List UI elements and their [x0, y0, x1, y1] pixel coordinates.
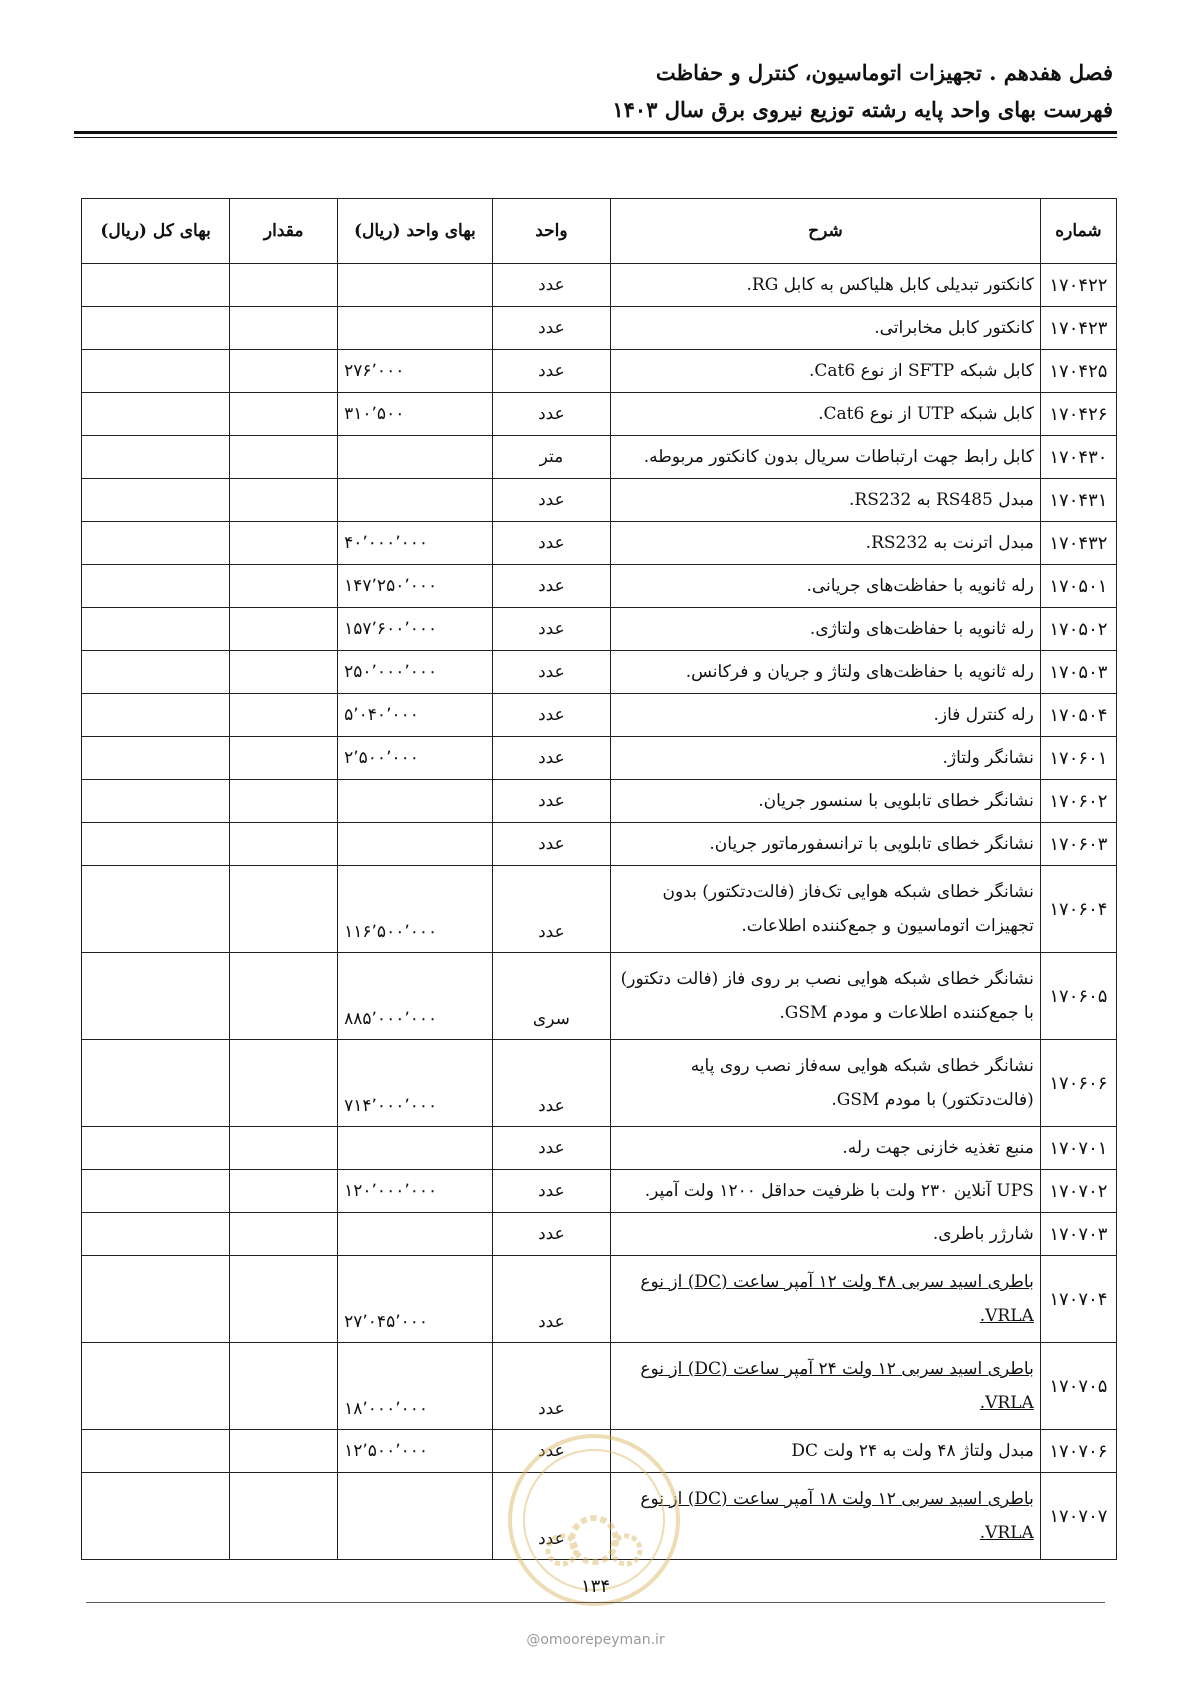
row-quantity [230, 307, 338, 350]
row-description: کابل رابط جهت ارتباطات سریال بدون کانکتور مربوطه. [611, 436, 1041, 479]
row-unit: عدد [492, 694, 611, 737]
row-code: ۱۷۰۴۳۲ [1040, 522, 1116, 565]
row-code: ۱۷۰۷۰۱ [1040, 1127, 1116, 1170]
row-total-price [82, 1213, 230, 1256]
row-code: ۱۷۰۵۰۳ [1040, 651, 1116, 694]
row-unit-price [338, 1127, 493, 1170]
header-unit: واحد [492, 199, 611, 264]
row-quantity [230, 737, 338, 780]
row-unit: عدد [492, 737, 611, 780]
row-total-price [82, 307, 230, 350]
table-row [82, 350, 1117, 393]
row-unit-price: ۵٬۰۴۰٬۰۰۰ [338, 694, 493, 737]
row-unit-price: ۲۷۶٬۰۰۰ [338, 350, 493, 393]
row-total-price [82, 1473, 230, 1560]
row-unit: عدد [492, 264, 611, 307]
row-unit-price: ۷۱۴٬۰۰۰٬۰۰۰ [338, 1040, 493, 1127]
footer-rule [86, 1602, 1105, 1603]
row-total-price [82, 264, 230, 307]
row-unit: عدد [492, 1213, 611, 1256]
header-rule-thick [74, 131, 1117, 134]
row-unit: عدد [492, 1343, 611, 1430]
row-unit-price: ۱۱۶٬۵۰۰٬۰۰۰ [338, 866, 493, 953]
row-unit-price: ۲۵۰٬۰۰۰٬۰۰۰ [338, 651, 493, 694]
row-quantity [230, 651, 338, 694]
row-unit-price [338, 823, 493, 866]
row-unit: عدد [492, 393, 611, 436]
chapter-title: فصل هفدهم . تجهیزات اتوماسیون، کنترل و حفاظت [655, 60, 1113, 85]
row-code: ۱۷۰۴۳۱ [1040, 479, 1116, 522]
row-total-price [82, 953, 230, 1040]
table-row [82, 1170, 1117, 1213]
row-unit-price: ۴۰٬۰۰۰٬۰۰۰ [338, 522, 493, 565]
row-total-price [82, 479, 230, 522]
table-row [82, 780, 1117, 823]
page-header [73, 58, 1113, 126]
row-quantity [230, 1170, 338, 1213]
row-total-price [82, 1040, 230, 1127]
table-row [82, 737, 1117, 780]
row-unit-price: ۱۲٬۵۰۰٬۰۰۰ [338, 1430, 493, 1473]
row-total-price [82, 780, 230, 823]
table-row [82, 1127, 1117, 1170]
row-unit-price: ۲۷٬۰۴۵٬۰۰۰ [338, 1256, 493, 1343]
row-quantity [230, 264, 338, 307]
row-code: ۱۷۰۷۰۷ [1040, 1473, 1116, 1560]
row-description: مبدل RS485 به RS232. [611, 479, 1041, 522]
row-unit: عدد [492, 479, 611, 522]
row-unit: متر [492, 436, 611, 479]
row-code: ۱۷۰۵۰۲ [1040, 608, 1116, 651]
table-row [82, 393, 1117, 436]
row-unit: عدد [492, 823, 611, 866]
row-description: مبدل اترنت به RS232. [611, 522, 1041, 565]
row-total-price [82, 651, 230, 694]
row-unit: عدد [492, 1256, 611, 1343]
row-description: کابل شبکه SFTP از نوع Cat6. [611, 350, 1041, 393]
row-unit: عدد [492, 608, 611, 651]
table-row [82, 436, 1117, 479]
row-description: رله ثانویه با حفاظت‌های ولتاژی. [611, 608, 1041, 651]
row-quantity [230, 1473, 338, 1560]
table-row [82, 866, 1117, 953]
row-quantity [230, 1040, 338, 1127]
row-unit: عدد [492, 1170, 611, 1213]
row-code: ۱۷۰۶۰۲ [1040, 780, 1116, 823]
row-code: ۱۷۰۷۰۲ [1040, 1170, 1116, 1213]
row-code: ۱۷۰۴۳۰ [1040, 436, 1116, 479]
row-description: کابل شبکه UTP از نوع Cat6. [611, 393, 1041, 436]
row-unit: عدد [492, 522, 611, 565]
row-code: ۱۷۰۶۰۱ [1040, 737, 1116, 780]
row-unit: عدد [492, 1430, 611, 1473]
row-description: نشانگر خطای شبکه هوایی نصب بر روی فاز (فالت دتکتور) با جمع‌کننده اطلاعات و مودم GSM. [611, 953, 1041, 1040]
row-unit: عدد [492, 780, 611, 823]
header-description: شرح [611, 199, 1041, 264]
row-quantity [230, 522, 338, 565]
row-unit: عدد [492, 565, 611, 608]
row-description: شارژر باطری. [611, 1213, 1041, 1256]
row-code: ۱۷۰۷۰۳ [1040, 1213, 1116, 1256]
row-quantity [230, 1343, 338, 1430]
row-unit-price [338, 1213, 493, 1256]
row-quantity [230, 823, 338, 866]
row-code: ۱۷۰۷۰۵ [1040, 1343, 1116, 1430]
row-code: ۱۷۰۶۰۵ [1040, 953, 1116, 1040]
row-total-price [82, 1430, 230, 1473]
row-total-price [82, 522, 230, 565]
row-description: رله ثانویه با حفاظت‌های ولتاژ و جریان و فرکانس. [611, 651, 1041, 694]
row-description: نشانگر خطای شبکه هوایی تک‌فاز (فالت‌دتکتور) بدون تجهیزات اتوماسیون و جمع‌کننده اطلاعات. [611, 866, 1041, 953]
row-quantity [230, 1213, 338, 1256]
row-code: ۱۷۰۵۰۴ [1040, 694, 1116, 737]
document-subtitle: فهرست بهای واحد پایه رشته توزیع نیروی برق سال ۱۴۰۳ [612, 97, 1113, 122]
row-total-price [82, 1343, 230, 1430]
row-description: رله کنترل فاز. [611, 694, 1041, 737]
row-description: نشانگر خطای تابلویی با سنسور جریان. [611, 780, 1041, 823]
row-unit: عدد [492, 1040, 611, 1127]
table-row [82, 479, 1117, 522]
table-header-row [82, 199, 1117, 264]
row-quantity [230, 780, 338, 823]
table-row [82, 1040, 1117, 1127]
row-total-price [82, 1256, 230, 1343]
row-description: باطری اسید سربی ۴۸ ولت ۱۲ آمپر ساعت (DC) از نوع VRLA. [611, 1256, 1041, 1343]
table-row [82, 307, 1117, 350]
row-quantity [230, 479, 338, 522]
row-unit: عدد [492, 350, 611, 393]
table-row [82, 953, 1117, 1040]
row-code: ۱۷۰۷۰۴ [1040, 1256, 1116, 1343]
row-description: نشانگر خطای تابلویی با ترانسفورماتور جریان. [611, 823, 1041, 866]
row-description: نشانگر ولتاژ. [611, 737, 1041, 780]
row-code: ۱۷۰۴۲۲ [1040, 264, 1116, 307]
row-quantity [230, 1127, 338, 1170]
row-quantity [230, 694, 338, 737]
row-unit-price: ۲٬۵۰۰٬۰۰۰ [338, 737, 493, 780]
row-unit-price: ۱۵۷٬۶۰۰٬۰۰۰ [338, 608, 493, 651]
row-quantity [230, 1256, 338, 1343]
table-row [82, 565, 1117, 608]
row-unit-price: ۱۸٬۰۰۰٬۰۰۰ [338, 1343, 493, 1430]
row-quantity [230, 1430, 338, 1473]
row-code: ۱۷۰۴۲۶ [1040, 393, 1116, 436]
row-code: ۱۷۰۷۰۶ [1040, 1430, 1116, 1473]
row-description: منبع تغذیه خازنی جهت رله. [611, 1127, 1041, 1170]
row-quantity [230, 953, 338, 1040]
row-unit-price: ۳۱۰٬۵۰۰ [338, 393, 493, 436]
header-total-price: بهای کل (ریال) [82, 199, 230, 264]
table-row [82, 264, 1117, 307]
row-description: مبدل ولتاژ ۴۸ ولت به ۲۴ ولت DC [611, 1430, 1041, 1473]
row-code: ۱۷۰۴۲۵ [1040, 350, 1116, 393]
row-quantity [230, 350, 338, 393]
table-row [82, 823, 1117, 866]
price-table [81, 198, 1117, 1560]
row-unit: عدد [492, 1473, 611, 1560]
header-unit-price: بهای واحد (ریال) [338, 199, 493, 264]
row-total-price [82, 393, 230, 436]
table-row [82, 1256, 1117, 1343]
header-code: شماره [1040, 199, 1116, 264]
header-quantity: مقدار [230, 199, 338, 264]
row-quantity [230, 436, 338, 479]
row-code: ۱۷۰۶۰۶ [1040, 1040, 1116, 1127]
row-total-price [82, 694, 230, 737]
table-row [82, 694, 1117, 737]
row-code: ۱۷۰۶۰۳ [1040, 823, 1116, 866]
row-unit: عدد [492, 307, 611, 350]
row-description: رله ثانویه با حفاظت‌های جریانی. [611, 565, 1041, 608]
row-unit: عدد [492, 651, 611, 694]
header-rule-thin [74, 137, 1117, 138]
row-unit-price [338, 780, 493, 823]
row-total-price [82, 1170, 230, 1213]
row-quantity [230, 608, 338, 651]
row-description: باطری اسید سربی ۱۲ ولت ۱۸ آمپر ساعت (DC) از نوع VRLA. [611, 1473, 1041, 1560]
row-quantity [230, 565, 338, 608]
table-row [82, 1213, 1117, 1256]
row-code: ۱۷۰۴۲۳ [1040, 307, 1116, 350]
row-total-price [82, 823, 230, 866]
row-description: کانکتور تبدیلی کابل هلیاکس به کابل RG. [611, 264, 1041, 307]
row-unit: عدد [492, 1127, 611, 1170]
row-unit-price: ۱۲۰٬۰۰۰٬۰۰۰ [338, 1170, 493, 1213]
page-number: ۱۳۴ [580, 1576, 610, 1597]
row-total-price [82, 608, 230, 651]
row-total-price [82, 737, 230, 780]
row-description: کانکتور کابل مخابراتی. [611, 307, 1041, 350]
table-row [82, 522, 1117, 565]
row-unit-price [338, 1473, 493, 1560]
row-quantity [230, 393, 338, 436]
row-unit: سری [492, 953, 611, 1040]
website-watermark: @omoorepeyman.ir [526, 1632, 665, 1648]
row-description: نشانگر خطای شبکه هوایی سه‌فاز نصب روی پایه (فالت‌دتکتور) با مودم GSM. [611, 1040, 1041, 1127]
row-code: ۱۷۰۶۰۴ [1040, 866, 1116, 953]
row-unit-price [338, 264, 493, 307]
table-row [82, 608, 1117, 651]
row-unit-price: ۸۸۵٬۰۰۰٬۰۰۰ [338, 953, 493, 1040]
row-total-price [82, 1127, 230, 1170]
row-unit-price [338, 436, 493, 479]
row-quantity [230, 866, 338, 953]
row-total-price [82, 866, 230, 953]
row-description: UPS آنلاین ۲۳۰ ولت با ظرفیت حداقل ۱۲۰۰ ولت آمپر. [611, 1170, 1041, 1213]
row-unit-price: ۱۴۷٬۲۵۰٬۰۰۰ [338, 565, 493, 608]
row-total-price [82, 436, 230, 479]
row-unit: عدد [492, 866, 611, 953]
table-row [82, 651, 1117, 694]
row-total-price [82, 565, 230, 608]
row-unit-price [338, 307, 493, 350]
row-description: باطری اسید سربی ۱۲ ولت ۲۴ آمپر ساعت (DC) از نوع VRLA. [611, 1343, 1041, 1430]
row-unit-price [338, 479, 493, 522]
row-code: ۱۷۰۵۰۱ [1040, 565, 1116, 608]
row-total-price [82, 350, 230, 393]
table-row [82, 1343, 1117, 1430]
